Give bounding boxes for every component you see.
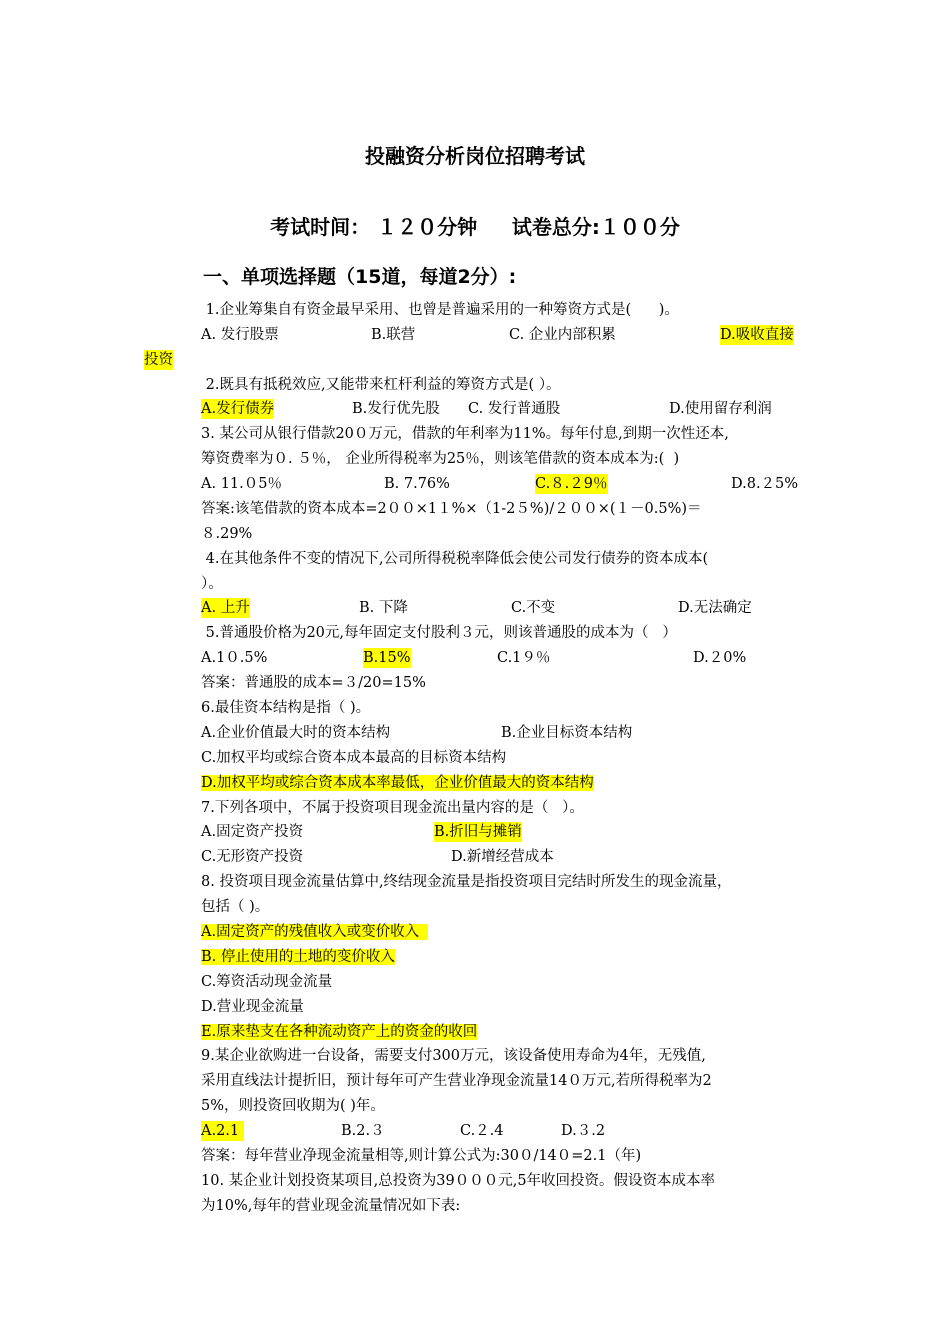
question-8-stem-line1: 8. 投资项目现金流量估算中,终结现金流量是指投资项目完结时所发生的现金流量，	[201, 874, 732, 890]
question-3-answer-line2: ８.29%	[201, 526, 253, 542]
q1-option-d-highlighted: D.吸收直接	[720, 327, 794, 343]
question-10-stem-line1: 10. 某企业计划投资某项目,总投资为39０００元,5年收回投资。假设资本成本率	[201, 1173, 716, 1189]
question-9-stem-line3: 5%，则投资回收期为( )年。	[201, 1098, 385, 1114]
q9-option-b: B.2.３	[341, 1123, 385, 1139]
q8-option-d: D.营业现金流量	[201, 999, 304, 1015]
section-heading: 一、单项选择题（15道，每道2分）:	[203, 266, 517, 288]
q4-option-c: C.不变	[511, 600, 556, 616]
q9-option-a-highlighted: A.2.1	[201, 1123, 244, 1139]
q2-option-a-highlighted: A.发行债券	[201, 401, 275, 417]
q4-option-b: B. 下降	[359, 600, 408, 616]
q7-option-a: A.固定资产投资	[201, 824, 304, 840]
question-3-stem-line2: 筹资费率为０. ５％， 企业所得税率为25％，则该笔借款的资本成本为:( )	[201, 451, 680, 467]
q9-option-d: D.３.2	[561, 1123, 606, 1139]
q8-option-a-highlighted: A.固定资产的残值收入或变价收入	[201, 924, 429, 940]
question-9-answer: 答案：每年营业净现金流量相等,则计算公式为:30０/14０=2.1（年)	[201, 1148, 642, 1164]
question-5-answer: 答案：普通股的成本=３/20=15%	[201, 675, 426, 691]
q2-option-b: B.发行优先股	[352, 401, 440, 417]
q4-option-d: D.无法确定	[678, 600, 752, 616]
q1-option-a: A. 发行股票	[201, 327, 279, 343]
question-4-stem-line2: ）。	[201, 576, 223, 592]
question-8-stem-line2: 包括（ )。	[201, 899, 270, 915]
q5-option-a: A.1０.5%	[201, 650, 268, 666]
q1-option-c: C. 企业内部积累	[509, 327, 616, 343]
q6-option-a: A.企业价值最大时的资本结构	[201, 725, 391, 741]
q7-option-d: D.新增经营成本	[451, 849, 554, 865]
q3-option-b: B. 7.76%	[384, 476, 450, 492]
q9-option-c: C.２.4	[460, 1123, 504, 1139]
question-4-stem-line1: 4.在其他条件不变的情况下,公司所得税税率降低会使公司发行债券的资本成本(	[201, 551, 709, 567]
q5-option-d: D.２0%	[693, 650, 747, 666]
q2-option-c: C. 发行普通股	[468, 401, 561, 417]
q5-option-b-highlighted: B.15%	[363, 650, 411, 666]
q3-option-a: A. 11.０5％	[201, 476, 282, 492]
q3-option-d: D.8.２5%	[731, 476, 799, 492]
q1-option-d-wrap: 投资	[144, 352, 173, 368]
q8-option-e-highlighted: E.原来垫支在各种流动资产上的资金的收回	[201, 1024, 478, 1040]
q8-option-b-highlighted: B. 停止使用的土地的变价收入	[201, 949, 395, 965]
question-10-stem-line2: 为10%,每年的营业现金流量情况如下表:	[201, 1198, 461, 1214]
question-7-stem: 7.下列各项中，不属于投资项目现金流出量内容的是（ ）。	[201, 800, 584, 816]
question-2-stem: 2.既具有抵税效应,又能带来杠杆利益的筹资方式是( ）。	[201, 377, 561, 393]
q5-option-c: C.1９％	[497, 650, 551, 666]
page-title: 投融资分析岗位招聘考试	[365, 144, 585, 168]
question-3-stem-line1: 3. 某公司从银行借款20０万元，借款的年利率为11%。每年付息,到期一次性还本,	[201, 426, 729, 442]
q6-option-d-highlighted: D.加权平均或综合资本成本率最低，企业价值最大的资本结构	[201, 775, 594, 791]
q7-option-b-highlighted: B.折旧与摊销	[434, 824, 522, 840]
exam-info: 考试时间： １２０分钟 试卷总分:１００分	[270, 215, 680, 239]
question-5-stem: 5.普通股价格为20元,每年固定支付股利３元，则该普通股的成本为（ ）	[201, 625, 677, 641]
q6-option-c: C.加权平均或综合资本成本最高的目标资本结构	[201, 750, 507, 766]
question-9-stem-line2: 采用直线法计提折旧，预计每年可产生营业净现金流量14０万元,若所得税率为2	[201, 1073, 712, 1089]
q7-option-c: C.无形资产投资	[201, 849, 304, 865]
question-1-stem: 1.企业筹集自有资金最早采用、也曾是普遍采用的一种筹资方式是( )。	[201, 302, 679, 318]
q3-option-c-highlighted: C.８.２9％	[535, 476, 608, 492]
question-6-stem: 6.最佳资本结构是指（ )。	[201, 700, 371, 716]
q6-option-b: B.企业目标资本结构	[501, 725, 633, 741]
q8-option-c: C.筹资活动现金流量	[201, 974, 333, 990]
q1-option-b: B.联营	[371, 327, 416, 343]
q4-option-a-highlighted: A. 上升	[201, 600, 250, 616]
q2-option-d: D.使用留存利润	[669, 401, 772, 417]
question-9-stem-line1: 9.某企业欲购进一台设备，需要支付300万元，该设备使用寿命为4年，无残值,	[201, 1048, 706, 1064]
question-3-answer-line1: 答案:该笔借款的资本成本=2００×1１%×（1-2５%)/２００×(１－0.5%)＝	[201, 501, 702, 517]
